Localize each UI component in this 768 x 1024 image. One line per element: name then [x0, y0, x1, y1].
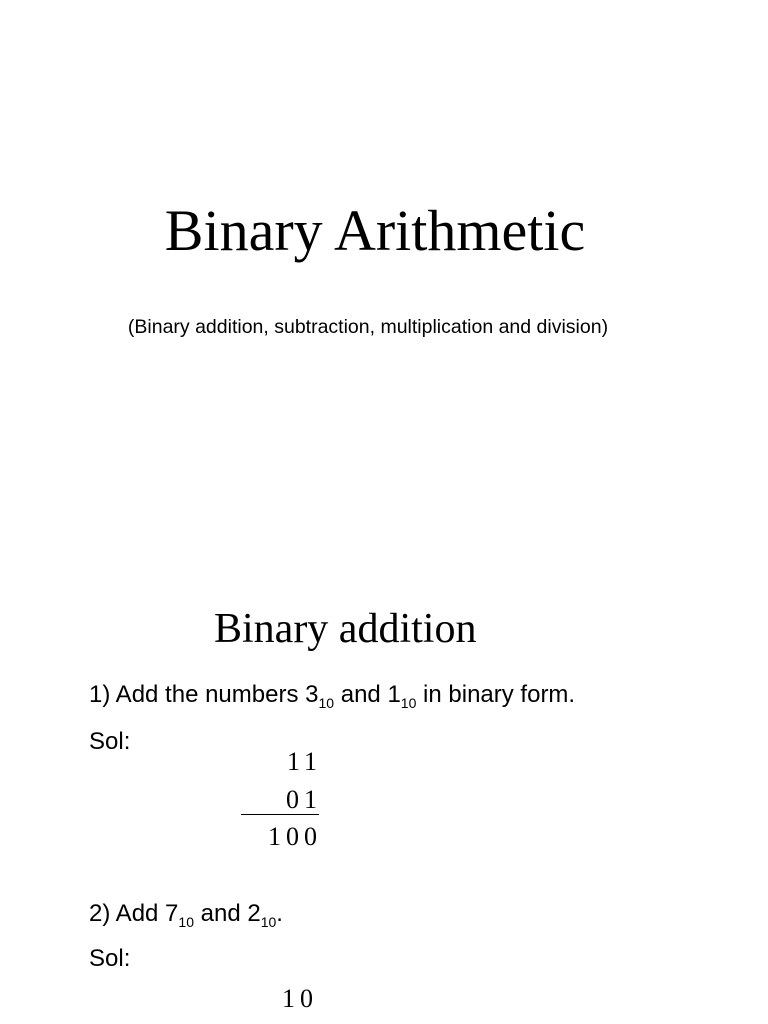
problem-1-addend-2: 01	[286, 785, 322, 814]
problem-1-middle: and 1	[334, 681, 401, 708]
problem-2-suffix: .	[276, 900, 283, 927]
problem-2-prefix: 2) Add 7	[89, 900, 179, 927]
problem-1-suffix: in binary form.	[416, 681, 576, 708]
problem-2-base-1: 10	[178, 914, 194, 930]
problem-2-solution-label: Sol:	[89, 945, 131, 972]
page-subtitle: (Binary addition, subtraction, multiplication and division)	[127, 316, 609, 338]
problem-1-base-2: 10	[400, 695, 417, 711]
problem-2-base-2: 10	[260, 914, 277, 930]
section-heading: Binary addition	[214, 606, 477, 652]
problem-1-sum: 100	[268, 822, 322, 851]
problem-1-statement	[89, 679, 575, 711]
page-title: Binary Arithmetic	[164, 198, 586, 263]
problem-2-statement	[89, 898, 283, 930]
problem-1-solution-label: Sol:	[89, 728, 131, 755]
problem-2-addend-1: 10	[282, 984, 318, 1013]
problem-1-addend-1: 11	[286, 747, 322, 776]
problem-1-base-1: 10	[318, 695, 335, 711]
problem-1-prefix: 1) Add the numbers 3	[89, 681, 319, 708]
problem-1-sum-rule	[241, 814, 319, 815]
problem-2-middle: and 2	[193, 900, 261, 927]
